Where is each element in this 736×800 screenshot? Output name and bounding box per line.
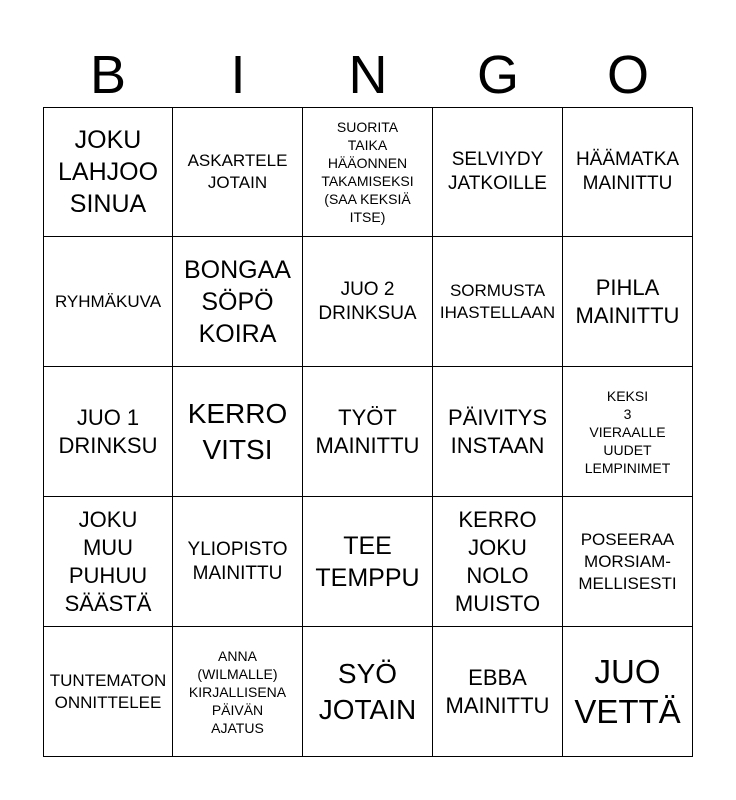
bingo-cell[interactable]	[43, 237, 173, 367]
bingo-board	[43, 107, 693, 757]
bingo-cell[interactable]	[43, 627, 173, 757]
cell-text: KERRO VITSI	[187, 397, 288, 465]
cell-text: PÄIVITYS INSTAAN	[447, 404, 548, 458]
bingo-cell[interactable]	[43, 107, 173, 237]
header-letter-i: I	[230, 45, 246, 105]
cell-text: BONGAA SÖPÖ KOIRA	[184, 255, 291, 348]
cell-text: JOKU LAHJOO SINUA	[57, 126, 159, 218]
cell-text: EBBA MAINITTU	[445, 664, 550, 718]
bingo-cell[interactable]	[43, 497, 173, 627]
cell-text: KERRO JOKU NOLO MUISTO	[454, 506, 541, 616]
cell-text: JUO 1 DRINKSU	[58, 404, 158, 458]
bingo-cell[interactable]	[303, 107, 433, 237]
bingo-cell[interactable]	[563, 237, 693, 367]
cell-text: SUORITA TAIKA HÄÄONNEN TAKAMISEKSI (SAA KEKSIÄ ITSE)	[321, 119, 414, 225]
bingo-cell[interactable]	[173, 367, 303, 497]
cell-text: KEKSI 3 VIERAALLE UUDET LEMPINIMET	[584, 387, 671, 476]
cell-text: ASKARTELE JOTAIN	[187, 151, 288, 192]
bingo-cell[interactable]	[433, 627, 563, 757]
bingo-cell[interactable]	[563, 497, 693, 627]
bingo-cell[interactable]	[433, 367, 563, 497]
bingo-cell[interactable]	[303, 237, 433, 367]
bingo-cell[interactable]	[563, 367, 693, 497]
cell-text: TUNTEMATON ONNITTELEE	[49, 670, 167, 712]
cell-text: JUO VETTÄ	[574, 652, 681, 730]
bingo-cell[interactable]	[303, 367, 433, 497]
bingo-cell[interactable]	[173, 107, 303, 237]
cell-text: SYÖ JOTAIN	[318, 657, 417, 725]
bingo-cell[interactable]	[563, 107, 693, 237]
bingo-cell[interactable]	[303, 627, 433, 757]
bingo-cell[interactable]	[173, 497, 303, 627]
cell-text: POSEERAA MORSIAM- MELLISESTI	[578, 529, 677, 593]
cell-text: PIHLA MAINITTU	[575, 274, 680, 328]
bingo-cell[interactable]	[173, 237, 303, 367]
cell-text: RYHMÄKUVA	[54, 291, 162, 311]
cell-text: SELVIYDY JATKOILLE	[448, 149, 547, 194]
bingo-cell[interactable]	[433, 107, 563, 237]
cell-text: SORMUSTA IHASTELLAAN	[439, 280, 556, 322]
cell-text: JUO 2 DRINKSUA	[318, 278, 417, 324]
header-letter-b: B	[89, 45, 127, 105]
cell-text: TEE TEMPPU	[315, 531, 420, 592]
bingo-cell[interactable]	[563, 627, 693, 757]
cell-text: YLIOPISTO MAINITTU	[187, 538, 288, 584]
bingo-cell[interactable]	[43, 367, 173, 497]
bingo-header	[43, 44, 693, 106]
bingo-cell[interactable]	[433, 237, 563, 367]
cell-text: ANNA (WILMALLE) KIRJALLISENA PÄIVÄN AJATUS	[188, 647, 287, 736]
header-letter-g: G	[476, 45, 519, 105]
bingo-cell[interactable]	[433, 497, 563, 627]
bingo-cell[interactable]	[303, 497, 433, 627]
cell-text: JOKU MUU PUHUU SÄÄSTÄ	[64, 506, 152, 616]
bingo-cell[interactable]	[173, 627, 303, 757]
cell-text: TYÖT MAINITTU	[315, 404, 420, 458]
header-letter-n: N	[348, 45, 388, 105]
cell-text: HÄÄMATKA MAINITTU	[575, 149, 680, 194]
header-letter-o: O	[606, 45, 649, 105]
